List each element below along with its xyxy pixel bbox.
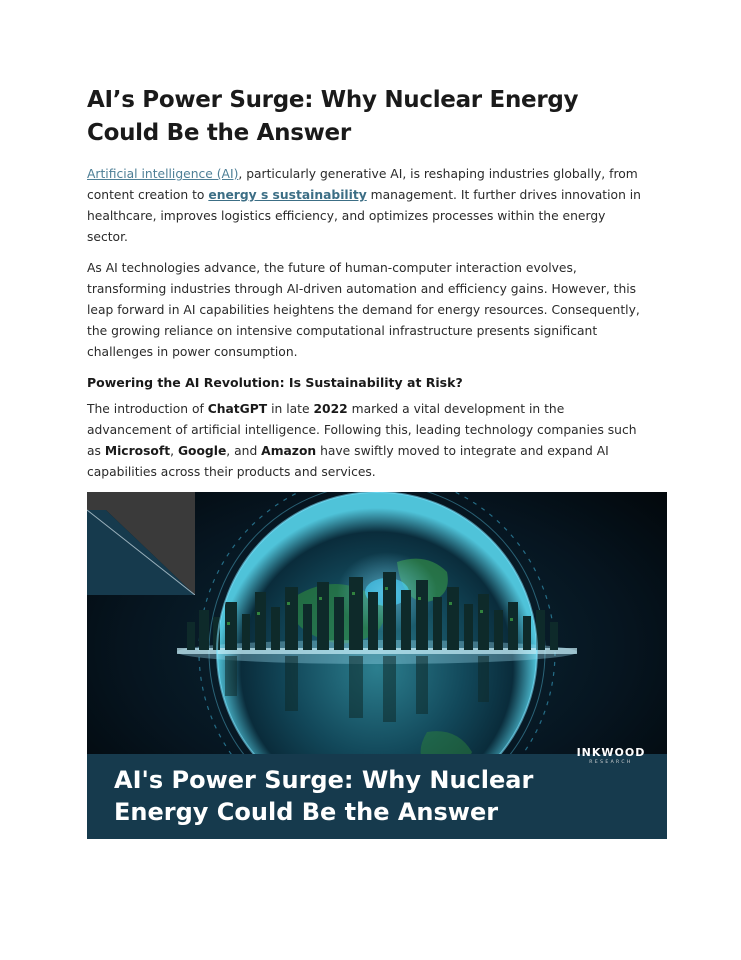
section-subheading: Powering the AI Revolution: Is Sustainability at Risk? [87,375,463,390]
banner-title: AI's Power Surge: Why Nuclear Energy Could Be the Answer [114,766,534,826]
energy-sustainability-link[interactable]: energy s sustainability [208,188,367,202]
title-banner [87,754,667,839]
brand-subtitle: RESEARCH [589,760,633,765]
article-title: AI’s Power Surge: Why Nuclear Energy Could Be the Answer [87,87,579,146]
hero-image [87,492,667,839]
third-paragraph: The introduction of ChatGPT in late 2022 marked a vital development in the advancement of artificial intelligence. Following this, leading technology companies such as Microsoft, Google, and Amazon have swiftly moved to integrate and expand AI capabilities across their products and services. [87,402,637,479]
ai-link[interactable]: Artificial intelligence (AI) [87,167,239,181]
article-body [87,84,647,483]
second-paragraph: As AI technologies advance, the future of human-computer interaction evolves, transforming industries through AI-driven automation and efficiency gains. However, this leap forward in AI capabilities heightens the demand for energy resources. Consequently, the growing reliance on intensive computational infrastructure presents significant challenges in power consumption. [87,261,640,359]
intro-paragraph: Artificial intelligence (AI), particularly generative AI, is reshaping industries globally, from content creation to energy s sustainability management. It further drives innovation in healthcare, improves logistics efficiency, and optimizes processes within the energy sector. [87,167,641,244]
brand-logo: INKWOOD [576,746,646,759]
brand-corner [87,492,195,595]
